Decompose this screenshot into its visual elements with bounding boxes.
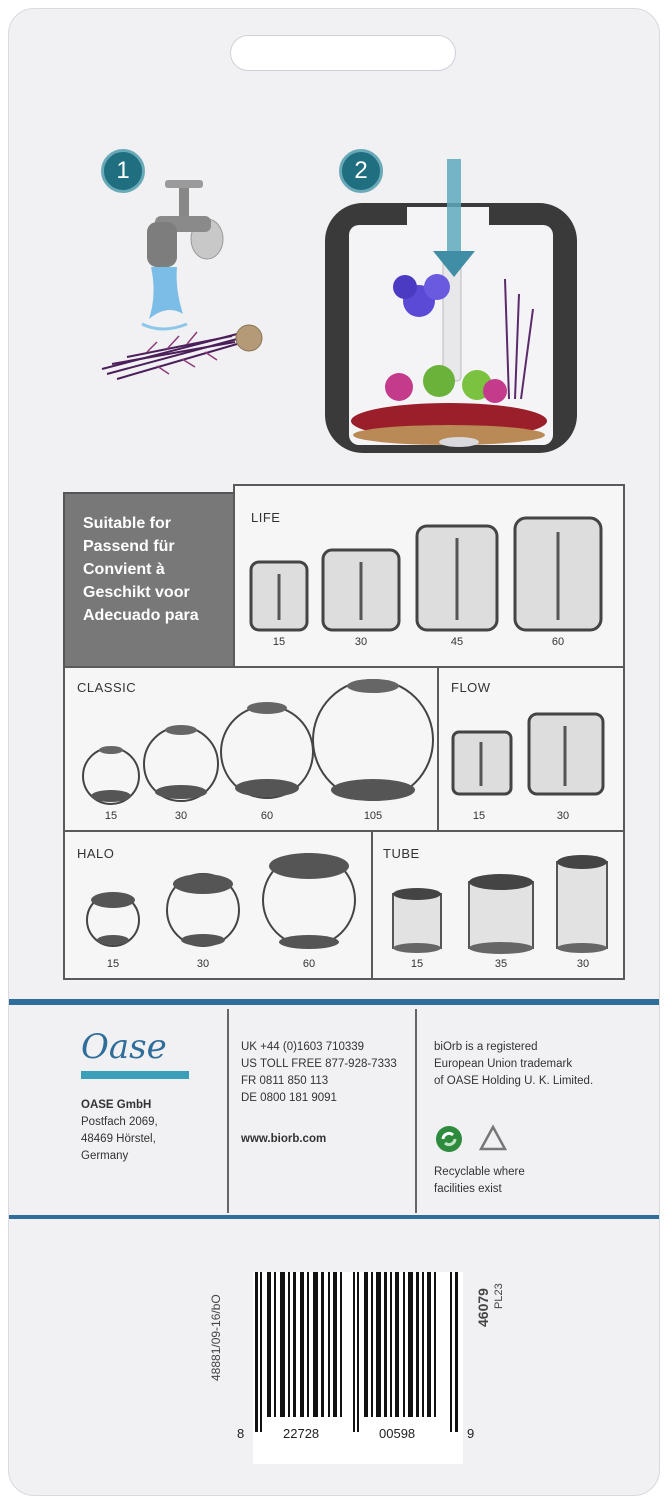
step-two-number: 2 xyxy=(354,157,368,184)
suitable-line-en: Suitable for xyxy=(83,515,172,532)
flow-range-panel xyxy=(437,666,625,832)
aquarium-illustration xyxy=(319,159,589,464)
address-line-1: Postfach 2069, xyxy=(81,1116,158,1128)
suitable-line-de: Passend für xyxy=(83,538,175,555)
classic-range-panel xyxy=(63,666,441,832)
halo-size-60: 60 xyxy=(302,958,316,970)
tube-size-30: 30 xyxy=(576,958,590,970)
recycle-line-1: Recyclable where xyxy=(434,1166,525,1178)
phone-de: DE 0800 181 9091 xyxy=(241,1092,337,1104)
phone-fr: FR 0811 850 113 xyxy=(241,1075,329,1087)
classic-size-30: 30 xyxy=(174,810,188,822)
trademark-line-3: of OASE Holding U. K. Limited. xyxy=(434,1075,594,1087)
tube-tanks-icon xyxy=(379,850,621,954)
life-size-30: 30 xyxy=(354,636,368,648)
flow-size-15: 15 xyxy=(472,810,486,822)
print-code: 48881/09-16/bO xyxy=(209,1294,223,1381)
tube-range-panel xyxy=(371,830,625,980)
step-one-number: 1 xyxy=(116,157,130,184)
barcode-bars xyxy=(253,1272,463,1432)
classic-tanks-icon xyxy=(71,678,437,808)
recycling-symbol-icon xyxy=(478,1124,508,1154)
life-tanks-icon xyxy=(245,512,617,642)
green-dot-icon xyxy=(434,1124,464,1154)
tube-size-15: 15 xyxy=(410,958,424,970)
life-range-panel xyxy=(233,484,625,668)
barcode-digit-last: 9 xyxy=(467,1426,475,1441)
barcode-digit-first: 8 xyxy=(237,1426,245,1441)
barcode-digit-group-2: 00598 xyxy=(379,1426,416,1441)
trademark-line-1: biOrb is a registered xyxy=(434,1041,538,1053)
packaging-card xyxy=(8,8,660,1496)
classic-size-15: 15 xyxy=(104,810,118,822)
classic-size-105: 105 xyxy=(363,810,383,822)
barcode xyxy=(237,1272,475,1464)
brand-block xyxy=(81,1029,189,1165)
oase-logo: Oase xyxy=(81,1027,167,1067)
tube-title: TUBE xyxy=(383,846,420,861)
website-link[interactable]: www.biorb.com xyxy=(241,1133,327,1145)
recycle-line-2: facilities exist xyxy=(434,1183,502,1195)
bottom-blue-band xyxy=(9,1215,659,1219)
classic-title: CLASSIC xyxy=(77,680,137,695)
contact-block xyxy=(241,1039,397,1148)
flow-title: FLOW xyxy=(451,680,491,695)
halo-size-30: 30 xyxy=(196,958,210,970)
hang-hole xyxy=(230,35,456,71)
life-size-60: 60 xyxy=(551,636,565,648)
classic-size-60: 60 xyxy=(260,810,274,822)
life-title: LIFE xyxy=(251,510,281,525)
top-blue-band xyxy=(9,999,659,1005)
phone-us: US TOLL FREE 877-928-7333 xyxy=(241,1058,397,1070)
suitable-for-box xyxy=(63,492,235,668)
company-name: OASE GmbH xyxy=(81,1099,152,1111)
tube-size-35: 35 xyxy=(494,958,508,970)
suitable-line-fr: Convient à xyxy=(83,561,165,578)
halo-title: HALO xyxy=(77,846,115,861)
address-line-3: Germany xyxy=(81,1150,129,1162)
tap-and-plant-illustration xyxy=(87,174,287,424)
article-number: 46079 xyxy=(475,1288,491,1327)
recycle-icons xyxy=(434,1124,593,1154)
divider-left xyxy=(227,1009,229,1213)
trademark-block xyxy=(434,1039,593,1198)
suitable-line-es: Adecuado para xyxy=(83,607,199,624)
barcode-digit-group-1: 22728 xyxy=(283,1426,320,1441)
halo-size-15: 15 xyxy=(106,958,120,970)
phone-uk: UK +44 (0)1603 710339 xyxy=(241,1041,365,1053)
flow-size-30: 30 xyxy=(556,810,570,822)
trademark-line-2: European Union trademark xyxy=(434,1058,573,1070)
halo-range-panel xyxy=(63,830,375,980)
divider-right xyxy=(415,1009,417,1213)
suitable-line-nl: Geschikt voor xyxy=(83,584,190,601)
address-line-2: 48469 Hörstel, xyxy=(81,1133,156,1145)
pl-code: PL23 xyxy=(493,1283,505,1309)
halo-tanks-icon xyxy=(73,844,369,956)
life-size-45: 45 xyxy=(450,636,464,648)
life-size-15: 15 xyxy=(272,636,286,648)
flow-tanks-icon xyxy=(445,704,621,804)
logo-underline xyxy=(81,1071,189,1079)
